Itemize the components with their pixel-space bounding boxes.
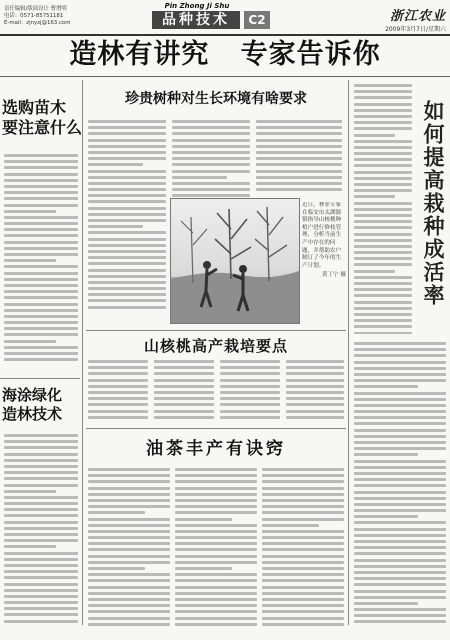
masthead-info	[4, 6, 134, 27]
hickory-body-col-2	[154, 360, 214, 424]
hickory-body-col-3	[220, 360, 280, 424]
issue-date: 2009年3月7日/星期六	[385, 26, 446, 33]
greening-body	[4, 434, 78, 624]
photo-credit: 黄丁宁 摄	[321, 272, 346, 279]
right-column-divider	[348, 80, 349, 625]
email-line: E-mail：zjnyzj@163.com	[4, 20, 71, 26]
page-code: C2	[244, 11, 270, 29]
seedlings-title: 选购苗木 要注意什么	[2, 98, 83, 137]
hickory-title: 山核桃高产栽培要点	[143, 337, 288, 355]
headline-divider	[0, 76, 450, 77]
photo-caption	[302, 202, 346, 322]
survival-body-bottom	[354, 342, 446, 626]
phone-line: 电话：0571-85751181	[4, 13, 64, 19]
tea-oil-body-col-1	[88, 468, 170, 628]
left-column-divider	[82, 80, 83, 625]
greening-title: 海涂绿化 造林技术	[2, 386, 63, 423]
tea-oil-article	[86, 432, 346, 632]
photo-caption-text: 近日，林业专家在临安市太湖源镇指导山核桃种植户进行修枝管理，分析当前生产中存在的问题，并帮助农户制订了今年的生产计划。	[302, 202, 342, 269]
photo-scene	[171, 199, 299, 323]
hickory-body-col-1	[88, 360, 148, 424]
tea-oil-body-col-2	[175, 468, 257, 628]
main-headline: 造林有讲究 专家告诉你	[69, 39, 381, 70]
survival-title: 如何提高栽种成活率	[421, 100, 446, 307]
masthead-pinyin: Pin Zhong Ji Shu	[164, 2, 230, 10]
hickory-top-rule	[86, 330, 346, 331]
survival-article	[350, 80, 450, 630]
tea-oil-body-col-3	[262, 468, 344, 628]
center-bottom-divider	[86, 428, 346, 429]
trees-body-col-3	[256, 120, 342, 194]
survival-body-top	[354, 84, 412, 334]
seedlings-body	[4, 154, 78, 364]
masthead	[0, 0, 450, 36]
hickory-article	[86, 330, 346, 426]
masthead-divider	[0, 34, 450, 36]
editor-line: 责任编辑/版面设计 曹增明	[4, 6, 67, 12]
hickory-body-col-4	[286, 360, 344, 424]
newspaper-name: 浙江农业	[389, 9, 446, 24]
trees-body-col-1	[88, 120, 166, 310]
greening-article	[0, 378, 80, 630]
greening-top-rule	[0, 378, 80, 379]
section-title: 品种技术	[152, 11, 240, 29]
photo-block	[170, 198, 346, 328]
tea-oil-title: 油茶丰产有诀窍	[146, 439, 286, 459]
hickory-photo	[170, 198, 300, 324]
seedlings-article	[0, 80, 83, 370]
trees-title: 珍贵树种对生长环境有啥要求	[125, 91, 307, 107]
